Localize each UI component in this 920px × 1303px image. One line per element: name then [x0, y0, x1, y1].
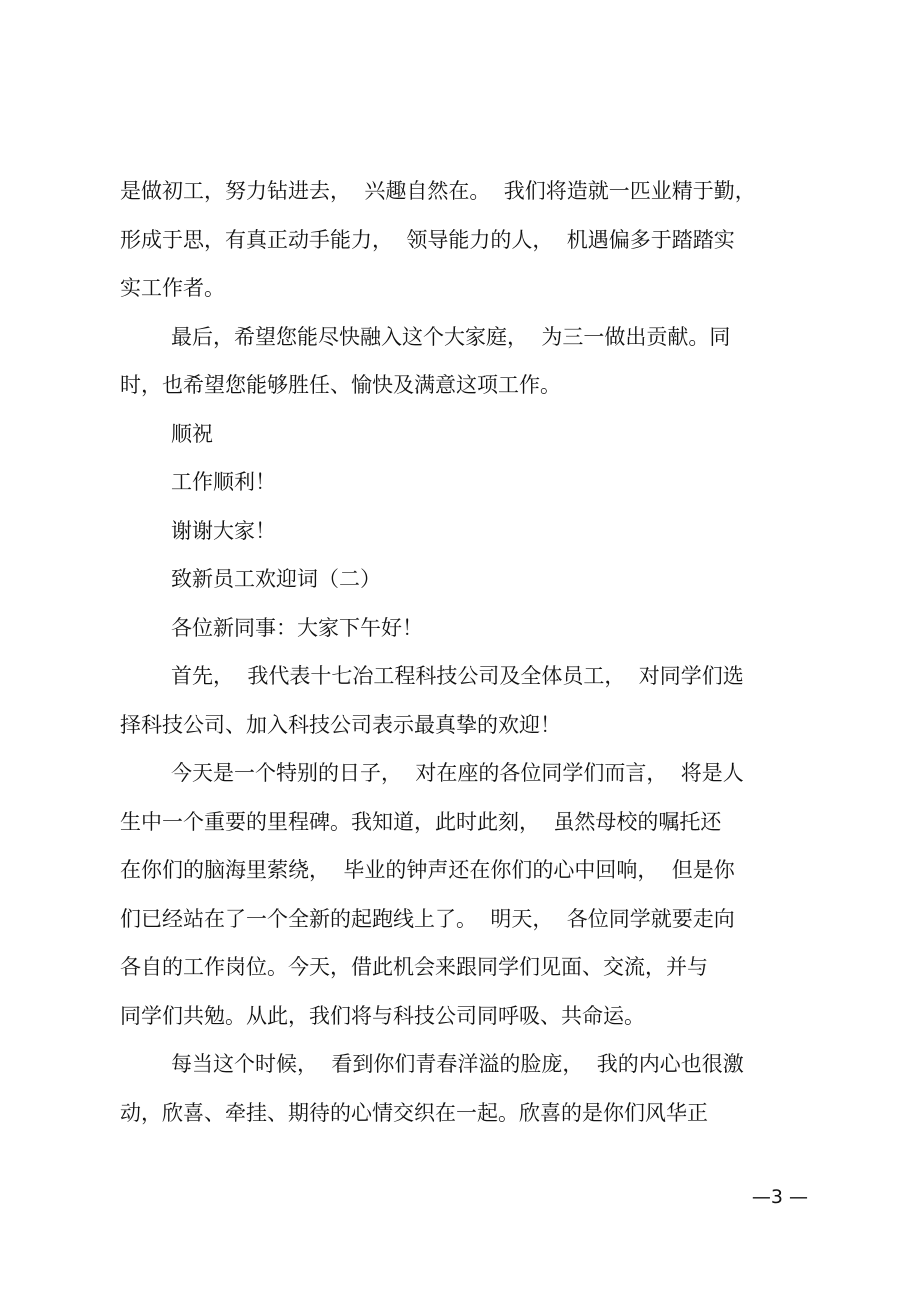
text-line: 择科技公司、加入科技公司表示最真挚的欢迎！ — [120, 712, 561, 737]
text-line: 工作顺利！ — [171, 470, 276, 494]
text-line: 们已经站在了一个全新的起跑线上了。 明天， 各位同学就要走向 — [120, 906, 735, 931]
text-line: 最后，希望您能尽快融入这个大家庭， 为三一做出贡献。同 — [171, 324, 731, 349]
text-line: 实工作者。 — [120, 276, 225, 300]
section-heading: 致新员工欢迎词（二） — [171, 567, 381, 591]
text-line: 首先， 我代表十七冶工程科技公司及全体员工， 对同学们选 — [171, 664, 744, 688]
text-line: 形成于思，有真正动手能力， 领导能力的人， 机遇偏多于踏踏实 — [120, 227, 735, 252]
document-body — [120, 167, 820, 1137]
text-line: 在你们的脑海里萦绕， 毕业的钟声还在你们的心中回响， 但是你 — [120, 858, 735, 882]
text-line: 生中一个重要的里程碑。我知道，此时此刻， 虽然母校的嘱托还 — [120, 809, 722, 834]
text-line: 每当这个时候， 看到你们青春洋溢的脸庞， 我的内心也很激 — [171, 1052, 744, 1076]
text-line: 时，也希望您能够胜任、愉快及满意这项工作。 — [120, 373, 561, 397]
text-line: 各自的工作岗位。今天，借此机会来跟同学们见面、交流，并与 — [120, 955, 708, 979]
text-line: 动，欣喜、牵挂、期待的心情交织在一起。欣喜的是你们风华正 — [120, 1100, 708, 1125]
text-line: 是做初工，努力钻进去， 兴趣自然在。 我们将造就一匹业精于勤， — [120, 179, 756, 203]
text-line: 同学们共勉。从此，我们将与科技公司同呼吸、共命运。 — [120, 1003, 645, 1028]
text-line: 谢谢大家！ — [171, 518, 276, 543]
page-number: —3 — — [751, 1186, 808, 1208]
text-line: 各位新同事：大家下午好！ — [171, 615, 423, 640]
text-line: 顺祝 — [171, 421, 213, 446]
text-line: 今天是一个特别的日子， 对在座的各位同学们而言， 将是人 — [171, 761, 744, 785]
